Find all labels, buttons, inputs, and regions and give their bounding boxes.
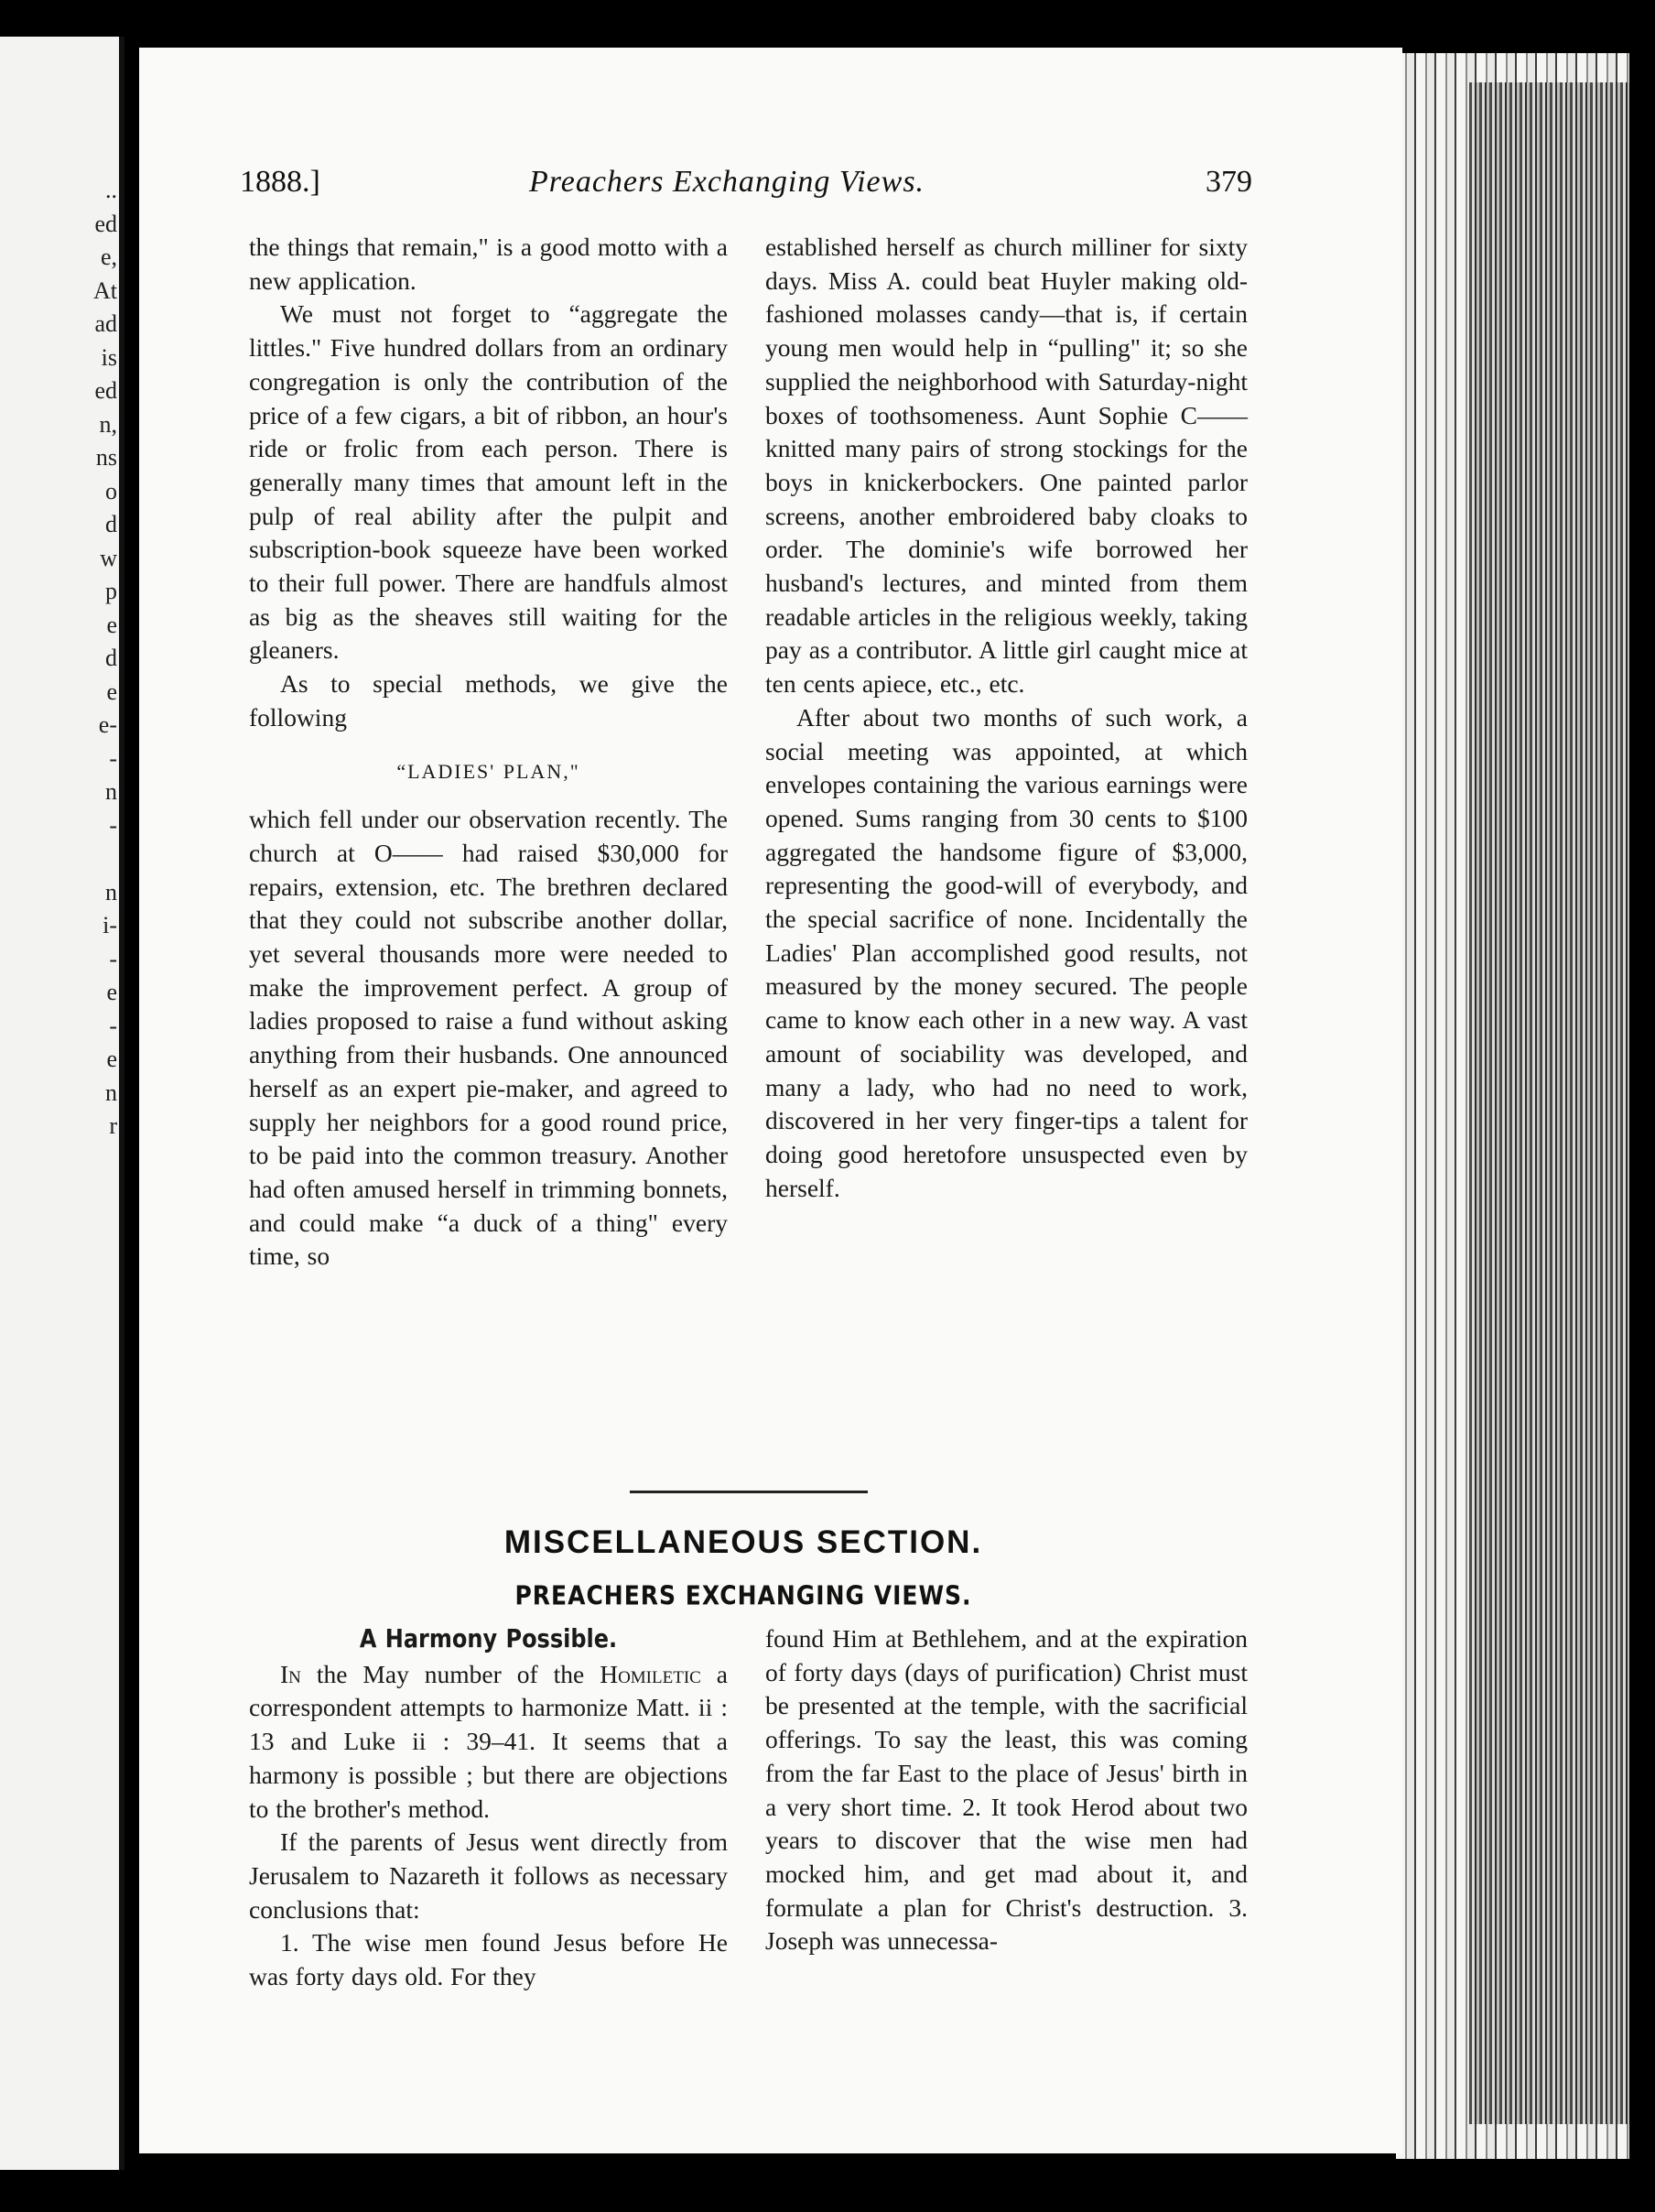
left-column-bottom xyxy=(249,1622,728,1994)
margin-fragment xyxy=(90,842,117,876)
paragraph: the things that remain," is a good motto with a new application. xyxy=(249,233,728,295)
margin-fragment: is xyxy=(101,343,117,371)
margin-fragment: ad xyxy=(94,310,117,337)
right-column-bottom xyxy=(765,1622,1248,1958)
margin-fragment: - xyxy=(109,1012,117,1039)
margin-fragment: e xyxy=(106,979,117,1005)
paragraph: We must not forget to “aggregate the littles." Five hundred dollars from an ordinary congregation is only the contribution of the price of a few cigars, a bit of ribbon, an hour's ride or frolic from each person. There is generally many times that amount left in the pulp of real ability after the pulpit and subscription-book squeeze have been worked to their full power. There are handfuls almost as big as the sheaves still waiting for the gleaners. xyxy=(249,299,728,665)
margin-fragment: w xyxy=(100,544,117,571)
paragraph: 1. The wise men found Jesus before He was forty days old. For they xyxy=(249,1928,728,1991)
margin-fragment: e xyxy=(106,1046,117,1072)
margin-fragment: ed xyxy=(94,210,117,237)
paragraph: As to special methods, we give the following xyxy=(249,669,728,732)
right-column-top xyxy=(765,231,1248,1205)
article-title: A Harmony Possible. xyxy=(359,1623,618,1654)
book-page-edges-dark xyxy=(1469,82,1629,2124)
margin-fragment: At xyxy=(93,276,117,304)
margin-fragment: n, xyxy=(99,410,117,438)
paragraph: established herself as church milliner for sixty days. Miss A. could beat Huyler making old-fashioned molasses candy—that is, if certain young men would help in “pulling" it; so she supplied the neighborhood with Saturday-night boxes of toothsomeness. Aunt Sophie C—— knitted many pairs of strong stockings for the boys in knickerbockers. One painted parlor screens, another embroidered baby cloaks to order. The dominie's wife borrowed her husband's lectures, and minted from them readable articles in the religious weekly, taking pay as a contributor. A little girl caught mice at ten cents apiece, etc., etc. xyxy=(765,233,1248,699)
margin-fragment: i- xyxy=(103,912,117,938)
margin-fragment: ed xyxy=(94,377,117,404)
paragraph: found Him at Bethlehem, and at the expiration of forty days (days of purification) Christ must be presented at the temple, with the sacrificial offerings. To say the least, this was coming from the far East to the place of Jesus' birth in a very short time. 2. It took Herod about two years to discover that the wise men had mocked him, and get mad about it, and formulate a plan for Christ's destruction. 3. Joseph was unnecessa- xyxy=(765,1624,1248,1956)
margin-fragment: n xyxy=(105,1079,117,1106)
margin-fragment: d xyxy=(105,511,117,537)
paragraph: After about two months of such work, a social meeting was appointed, at which envelopes containing the various earnings were opened. Sums ranging from 30 cents to $100 aggregated the handsome figure of $3,000, representing the good-will of everybody, and the special sacrifice of none. Incidentally the Ladies' Plan accomplished good results, not measured by the money secured. The people came to know each other in a new way. A vast amount of sociability was developed, and many a lady, who had no need to work, discovered in her very finger-tips a talent for doing good heretofore unsuspected even by herself. xyxy=(765,702,1248,1202)
margin-fragment: e xyxy=(106,611,117,638)
margin-fragment: ns xyxy=(95,444,117,471)
section-divider xyxy=(630,1491,868,1493)
text-run: a correspondent attempts to harmonize Matt. ii : 13 and Luke ii : 39–41. It seems that a harmony is possible ; but there are objections to the brother's method. xyxy=(249,1659,728,1823)
subsection-title: PREACHERS EXCHANGING VIEWS. xyxy=(514,1579,972,1611)
page-number: 379 xyxy=(1206,165,1252,199)
left-column-top xyxy=(249,231,728,1274)
margin-fragment: n xyxy=(105,778,117,805)
margin-fragment: - xyxy=(109,811,117,839)
drop-word: In xyxy=(280,1659,301,1688)
ladies-plan-heading: “LADIES' PLAN," xyxy=(396,759,580,783)
margin-fragment: o xyxy=(105,477,117,504)
running-header xyxy=(240,165,1252,211)
margin-fragment: d xyxy=(105,645,117,671)
facing-page xyxy=(0,37,124,2170)
margin-fragment: - xyxy=(109,744,117,772)
journal-name: Homiletic xyxy=(600,1659,701,1688)
facing-page-fragments xyxy=(90,174,117,1144)
margin-fragment: e- xyxy=(98,711,117,738)
margin-fragment: .. xyxy=(105,177,117,203)
paragraph: which fell under our observation recently. The church at O—— had raised $30,000 for repairs, extension, etc. The brethren declared that they could not subscribe another dollar, yet several thousands more were needed to make the improvement perfect. A group of ladies proposed to raise a fund without asking anything from their husbands. One announced herself as an expert pie-maker, and agreed to supply her neighbors for a good round price, to be paid into the common treasury. Another had often amused herself in trimming bonnets, and could make “a duck of a thing" every time, so xyxy=(249,805,728,1271)
margin-fragment: n xyxy=(105,878,117,905)
text-run: the May number of the xyxy=(300,1659,600,1688)
paragraph: If the parents of Jesus went directly from Jerusalem to Nazareth it follows as necessary conclusions that: xyxy=(249,1827,728,1924)
margin-fragment: - xyxy=(109,945,117,972)
margin-fragment: p xyxy=(105,578,117,604)
margin-fragment: e, xyxy=(100,244,117,270)
section-title: MISCELLANEOUS SECTION. xyxy=(503,1524,983,1560)
header-title: Preachers Exchanging Views. xyxy=(529,165,925,199)
paragraph xyxy=(249,1658,728,1827)
margin-fragment: e xyxy=(106,678,117,705)
margin-fragment: r xyxy=(109,1112,117,1139)
header-year: 1888.] xyxy=(240,165,320,199)
